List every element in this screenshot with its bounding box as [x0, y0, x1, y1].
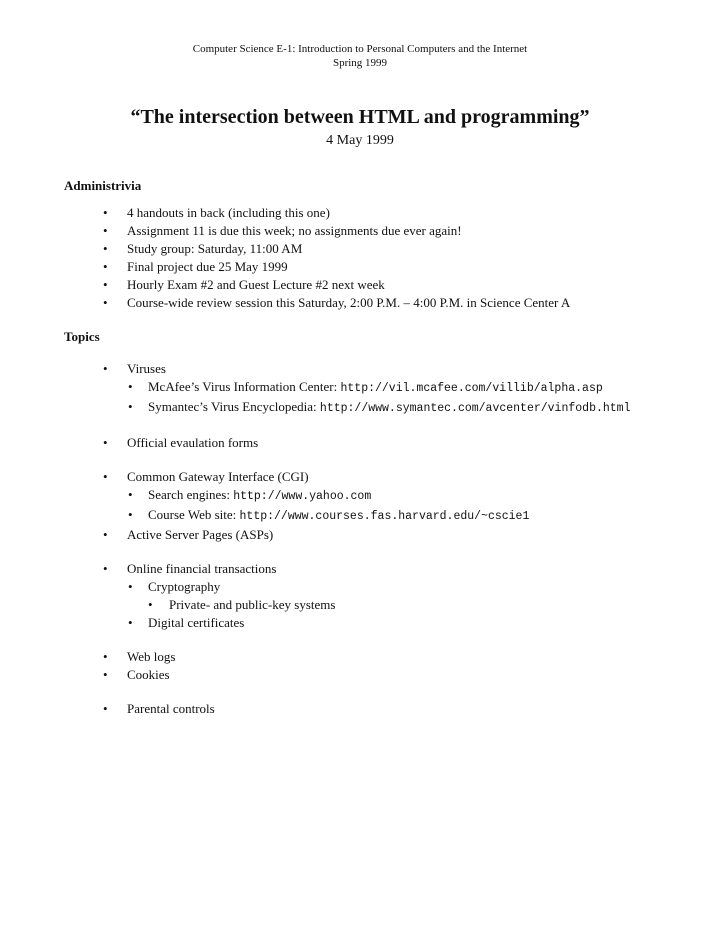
mcafee-url-link[interactable]: http://vil.mcafee.com/villib/alpha.asp: [340, 382, 603, 395]
bullet-icon: •: [103, 469, 108, 484]
course-url-link[interactable]: http://www.courses.fas.harvard.edu/~cscie1: [239, 510, 530, 523]
spacer: [0, 632, 720, 648]
list-item: • Study group: Saturday, 11:00 AM: [103, 241, 303, 256]
bullet-icon: •: [103, 241, 108, 256]
list-item: • Assignment 11 is due this week; no assignments due ever again!: [103, 223, 462, 238]
bullet-icon: •: [148, 597, 153, 612]
lecture-date: 4 May 1999: [326, 133, 394, 148]
subtopic-mcafee: • McAfee’s Virus Information Center: http://vil.mcafee.com/villib/alpha.asp: [128, 379, 603, 395]
subtopic-certificates: • Digital certificates: [128, 615, 245, 630]
term-line: Spring 1999: [332, 57, 388, 69]
administrivia-list: [0, 204, 720, 312]
bullet-icon: •: [128, 487, 133, 502]
bullet-icon: •: [103, 205, 108, 220]
administrivia-heading: Administrivia: [64, 178, 142, 193]
topic-cookies: • Cookies: [103, 667, 170, 682]
topic-viruses: • Viruses: [103, 361, 166, 376]
subtopic-course-site: • Course Web site: http://www.courses.fas.harvard.edu/~cscie1: [128, 507, 530, 523]
bullet-icon: •: [128, 379, 133, 394]
bullet-icon: •: [128, 507, 133, 522]
topic-parental-controls: • Parental controls: [103, 701, 215, 716]
list-item: • 4 handouts in back (including this one): [103, 205, 330, 220]
bullet-icon: •: [103, 277, 108, 292]
spacer: [0, 452, 720, 468]
bullet-icon: •: [103, 259, 108, 274]
topic-web-logs: • Web logs: [103, 649, 176, 664]
lecture-title: “The intersection between HTML and programming”: [130, 106, 590, 128]
bullet-icon: •: [103, 223, 108, 238]
bullet-icon: •: [103, 667, 108, 682]
list-item: • Final project due 25 May 1999: [103, 259, 288, 274]
course-header: [0, 42, 720, 70]
bullet-icon: •: [103, 649, 108, 664]
bullet-icon: •: [128, 399, 133, 414]
bullet-icon: •: [103, 527, 108, 542]
topics-heading: Topics: [64, 329, 100, 344]
subtopic-cryptography: • Cryptography: [128, 579, 221, 594]
subtopic-symantec: • Symantec’s Virus Encyclopedia: http://www.symantec.com/avcenter/vinfodb.html: [128, 399, 631, 415]
bullet-icon: •: [103, 561, 108, 576]
bullet-icon: •: [128, 615, 133, 630]
spacer: [0, 544, 720, 560]
symantec-url-link[interactable]: http://www.symantec.com/avcenter/vinfodb.html: [319, 402, 631, 415]
topic-cgi: • Common Gateway Interface (CGI): [103, 469, 309, 484]
topic-asp: • Active Server Pages (ASPs): [103, 527, 274, 542]
bullet-icon: •: [103, 701, 108, 716]
course-line: Computer Science E-1: Introduction to Personal Computers and the Internet: [192, 43, 528, 55]
topics-list: [0, 360, 720, 718]
spacer: [0, 418, 720, 434]
bullet-icon: •: [103, 435, 108, 450]
subtopic-key-systems: • Private- and public-key systems: [148, 597, 336, 612]
spacer: [0, 684, 720, 700]
topic-evaluation: • Official evaulation forms: [103, 435, 259, 450]
yahoo-url-link[interactable]: http://www.yahoo.com: [233, 490, 372, 503]
bullet-icon: •: [103, 361, 108, 376]
list-item: • Hourly Exam #2 and Guest Lecture #2 next week: [103, 277, 385, 292]
topic-financial: • Online financial transactions: [103, 561, 277, 576]
subtopic-search-engines: • Search engines: http://www.yahoo.com: [128, 487, 372, 503]
bullet-icon: •: [128, 579, 133, 594]
list-item: • Course-wide review session this Saturday, 2:00 P.M. – 4:00 P.M. in Science Center A: [103, 295, 571, 310]
bullet-icon: •: [103, 295, 108, 310]
